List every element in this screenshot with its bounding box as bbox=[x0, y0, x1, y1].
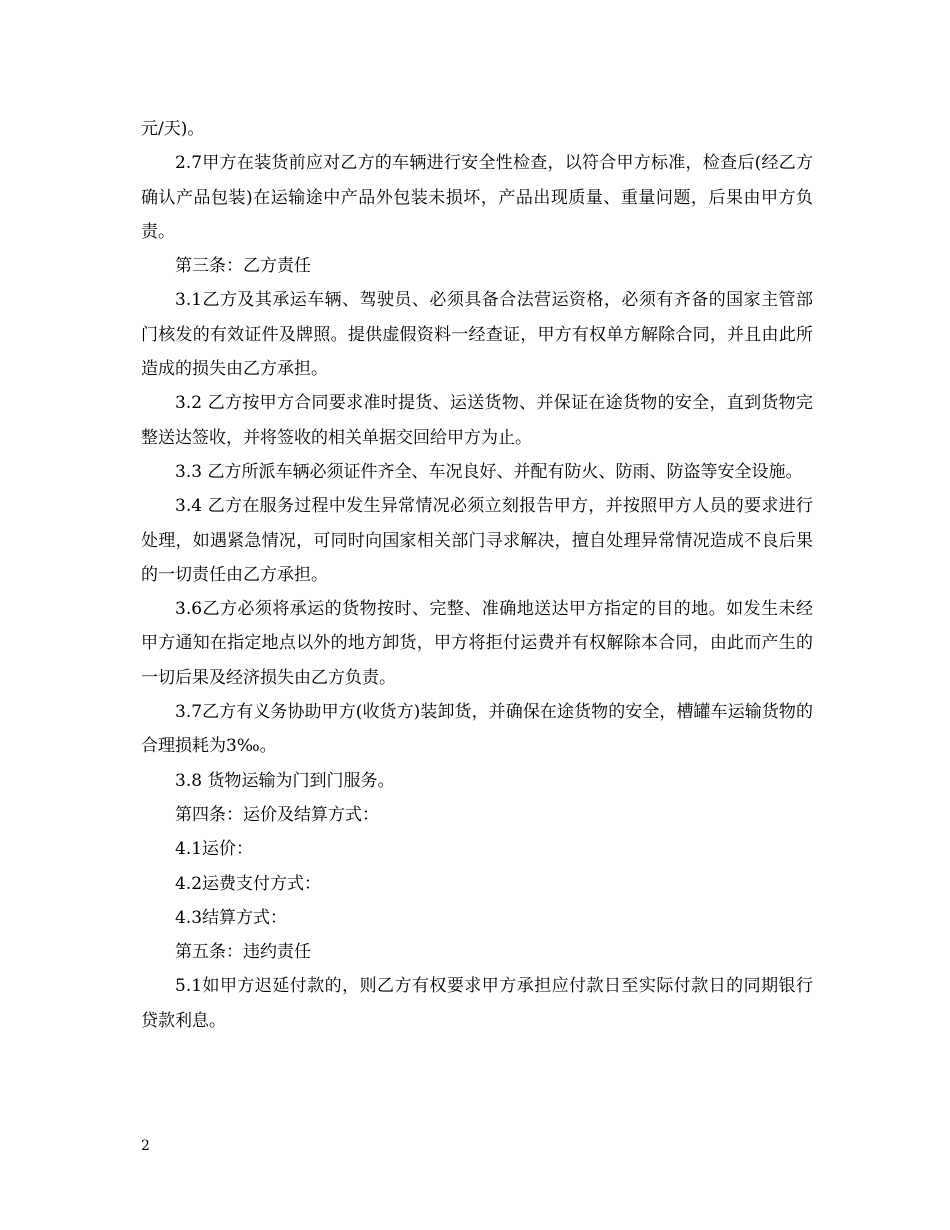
paragraph-0: 元/天)。 bbox=[141, 119, 205, 139]
paragraph-3-7: 3.7乙方有义务协助甲方(收货方)装卸货，并确保在途货物的安全，槽罐车运输货物的合理损耗为3‰。 bbox=[141, 702, 813, 757]
paragraph-4-1: 4.1运价： bbox=[175, 839, 254, 860]
section-heading-4: 第四条：运价及结算方式： bbox=[175, 804, 379, 825]
paragraph-3-4: 3.4 乙方在服务过程中发生异常情况必须立刻报告甲方，并按照甲方人员的要求进行处理，如遇紧急情况，可同时向国家相关部门寻求解决，擅自处理异常情况造成不良后果的一切责任由乙方承担。 bbox=[141, 496, 813, 585]
paragraph-4-2: 4.2运费支付方式： bbox=[175, 873, 322, 894]
paragraph-1: 2.7甲方在装货前应对乙方的车辆进行安全性检查，以符合甲方标准，检查后(经乙方确认产品包装)在运输途中产品外包装未损坏，产品出现质量、重量问题，后果由甲方负责。 bbox=[141, 153, 813, 242]
page-number: 2 bbox=[141, 1138, 150, 1154]
paragraph-3-1: 3.1乙方及其承运车辆、驾驶员、必须具备合法营运资格，必须有齐备的国家主管部门核发的有效证件及牌照。提供虚假资料一经查证，甲方有权单方解除合同，并且由此所造成的损失由乙方承担。 bbox=[141, 290, 813, 380]
paragraph-3-2: 3.2 乙方按甲方合同要求准时提货、运送货物、并保证在途货物的安全，直到货物完整送达签收，并将签收的相关单据交回给甲方为止。 bbox=[141, 393, 813, 448]
document-body bbox=[141, 112, 813, 1038]
paragraph-4-3: 4.3结算方式： bbox=[175, 907, 288, 928]
paragraph-3-3: 3.3 乙方所派车辆必须证件齐全、车况良好、并配有防火、防雨、防盗等安全设施。 bbox=[175, 461, 803, 482]
section-heading-3: 第三条：乙方责任 bbox=[175, 256, 311, 277]
paragraph-5-1: 5.1如甲方迟延付款的，则乙方有权要求甲方承担应付款日至实际付款日的同期银行贷款利息。 bbox=[141, 976, 813, 1031]
paragraph-3-6: 3.6乙方必须将承运的货物按时、完整、准确地送达甲方指定的目的地。如发生未经甲方通知在指定地点以外的地方卸货，甲方将拒付运费并有权解除本合同，由此而产生的一切后果及经济损失由乙方负责。 bbox=[141, 599, 813, 688]
section-heading-5: 第五条：违约责任 bbox=[175, 942, 311, 963]
paragraph-3-8: 3.8 货物运输为门到门服务。 bbox=[175, 770, 395, 791]
